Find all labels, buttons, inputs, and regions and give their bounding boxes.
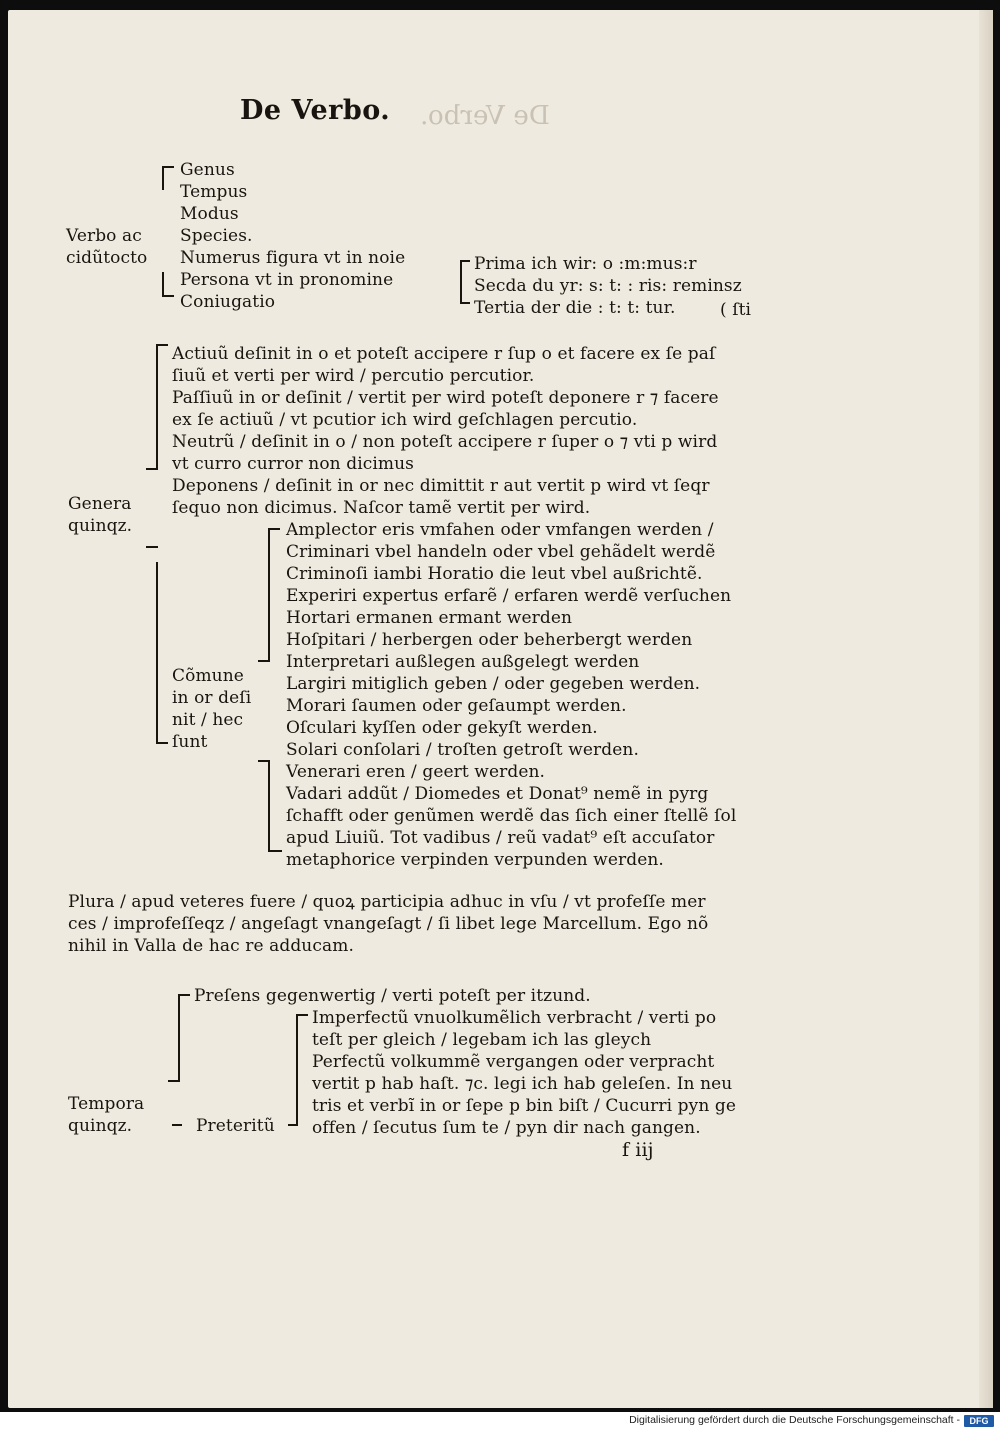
presens-line: Preſens gegenwertig / verti poteſt per itzund.: [194, 986, 591, 1006]
bracket-tick: [178, 994, 190, 996]
accident-item: Species.: [180, 226, 253, 246]
accident-item: Genus: [180, 160, 235, 180]
bracket-preteritu: [296, 1014, 298, 1126]
preteritu-label: Preteritũ: [196, 1116, 275, 1136]
bracket-genera: [156, 344, 158, 470]
commune-label: nit / hec: [172, 710, 244, 730]
commune-verb: apud Liuiũ. Tot vadibus / reũ vadat⁹ eſt accuſator: [286, 828, 715, 848]
bracket-accidents-bottom: [162, 272, 164, 296]
commune-verb: Oſculari kyſſen oder gekyſt werden.: [286, 718, 598, 738]
commune-verb: Venerari eren / geert werden.: [286, 762, 546, 782]
person-item: Secda du yr: s: t: : ris: reminsz: [474, 276, 742, 296]
footer-bar: [0, 1412, 1000, 1431]
commune-label: ſunt: [172, 732, 208, 752]
bracket-tick: [172, 1124, 182, 1126]
bracket-tempora: [178, 994, 180, 1082]
dfg-logo: DFG: [964, 1415, 994, 1427]
page-title: De Verbo.: [240, 95, 391, 126]
bracket-tick: [258, 760, 270, 762]
bracket-tick: [268, 528, 280, 530]
commune-verb: Largiri mitiglich geben / oder gegeben werden.: [286, 674, 701, 694]
person-item: Prima ich wir: o :m:mus:r: [474, 254, 697, 274]
genera-line: ſiuũ et verti per wird / percutio percutior.: [172, 366, 535, 386]
accident-item: Numerus figura vt in noie: [180, 248, 406, 268]
bracket-tick: [156, 344, 168, 346]
preteritu-line: Imperfectũ vnuolkumẽlich verbracht / verti po: [312, 1008, 717, 1028]
bracket-tick: [268, 850, 282, 852]
bracket-tick: [460, 302, 470, 304]
commune-verb: Criminoſi iambi Horatio die leut vbel außrichtẽ.: [286, 564, 703, 584]
preteritu-line: tris et verbĩ in or ſepe p bin biſt / Cucurri pyn ge: [312, 1096, 737, 1116]
commune-verb: Vadari addũt / Diomedes et Donat⁹ nemẽ in pyrg: [286, 784, 709, 804]
accident-item: Coniugatio: [180, 292, 276, 312]
preteritu-line: vertit p hab haſt. ⁊c. legi ich hab geleſen. In neu: [312, 1074, 733, 1094]
bracket-tick: [288, 1124, 298, 1126]
commune-label: Cõmune: [172, 666, 244, 686]
preteritu-line: teſt per gleich / legebam ich las gleych: [312, 1030, 652, 1050]
commune-verb: Criminari vbel handeln oder vbel gehãdelt werdẽ: [286, 542, 716, 562]
genera-line: Neutrũ / deſinit in o / non poteſt accipere r ſuper o ⁊ vti p wird: [172, 432, 718, 452]
tempora-label-2: quinqz.: [68, 1116, 133, 1136]
accident-item: Persona vt in pronomine: [180, 270, 394, 290]
commune-verb: Amplector eris vmfahen oder vmfangen werden /: [286, 520, 714, 540]
preteritu-line: offen / ſecutus ſum te / pyn dir nach gangen.: [312, 1118, 701, 1138]
bracket-tick: [146, 468, 158, 470]
genera-label-2: quinqz.: [68, 516, 133, 536]
genera-line: Paſſiuũ in or deſinit / vertit per wird poteſt deponere r ⁊ facere: [172, 388, 719, 408]
commune-label: in or deſi: [172, 688, 252, 708]
tempora-label-1: Tempora: [68, 1094, 145, 1114]
preteritu-line: Perfectũ volkummẽ vergangen oder verpracht: [312, 1052, 715, 1072]
genera-line: Deponens / deſinit in or nec dimittit r aut vertit p wird vt ſeqr: [172, 476, 710, 496]
commune-verb: metaphorice verpinden verpunden werden.: [286, 850, 664, 870]
signature-mark: f iij: [622, 1139, 654, 1161]
footer-funding-text: Digitalisierung gefördert durch die Deutsche Forschungsgemeinschaft -: [629, 1414, 960, 1426]
person-extra: ( ſti: [720, 300, 752, 320]
bracket-tick: [168, 1080, 180, 1082]
plura-line: nihil in Valla de hac re adducam.: [68, 936, 354, 956]
commune-verb: Experiri expertus erfarẽ / erfaren werdẽ verſuchen: [286, 586, 732, 606]
plura-line: ces / improfeſſeqz / angeſagt vnangeſagt / ſi libet lege Marcellum. Ego nõ: [68, 914, 709, 934]
verbo-label-2: cidũtocto: [66, 248, 148, 268]
commune-verb: Solari conſolari / troſten getroſt werden.: [286, 740, 639, 760]
bracket-tick: [258, 660, 270, 662]
commune-verb: Interpretari außlegen außgelegt werden: [286, 652, 640, 672]
bracket-tick: [460, 260, 470, 262]
bleed-through-title: De Verbo.: [420, 101, 550, 131]
genera-line: ſequo non dicimus. Naſcor tamẽ vertit per wird.: [172, 498, 591, 518]
genera-label-1: Genera: [68, 494, 132, 514]
plura-line: Plura / apud veteres fuere / quoꝝ participia adhuc in vſu / vt profeſſe mer: [68, 892, 706, 912]
accident-item: Tempus: [180, 182, 248, 202]
bracket-persons: [460, 260, 462, 304]
commune-verb: Hortari ermanen ermant werden: [286, 608, 573, 628]
bracket-tick: [162, 295, 174, 297]
bracket-commune-upper: [268, 528, 270, 660]
genera-line: ex ſe actiuũ / vt pcutior ich wird geſchlagen percutio.: [172, 410, 638, 430]
bracket-accidents-top: [162, 166, 164, 190]
commune-verb: Morari ſaumen oder geſaumpt werden.: [286, 696, 627, 716]
bracket-commune-outer: [156, 562, 158, 744]
bracket-tick: [156, 742, 168, 744]
bracket-tick: [296, 1014, 308, 1016]
bracket-tick: [146, 546, 158, 548]
verbo-label-1: Verbo ac: [66, 226, 142, 246]
genera-line: vt curro curror non dicimus: [172, 454, 414, 474]
person-item: Tertia der die : t: t: tur.: [474, 298, 676, 318]
bracket-commune-lower: [268, 760, 270, 852]
commune-verb: ſchafft oder genũmen werdẽ das ſich einer ſtellẽ ſol: [286, 806, 737, 826]
accident-item: Modus: [180, 204, 239, 224]
genera-line: Actiuũ deſinit in o et poteſt accipere r ſup o et facere ex ſe paſ: [172, 344, 716, 364]
bracket-tick: [162, 166, 174, 168]
page-edge: [979, 10, 993, 1408]
commune-verb: Hoſpitari / herbergen oder beherbergt werden: [286, 630, 693, 650]
